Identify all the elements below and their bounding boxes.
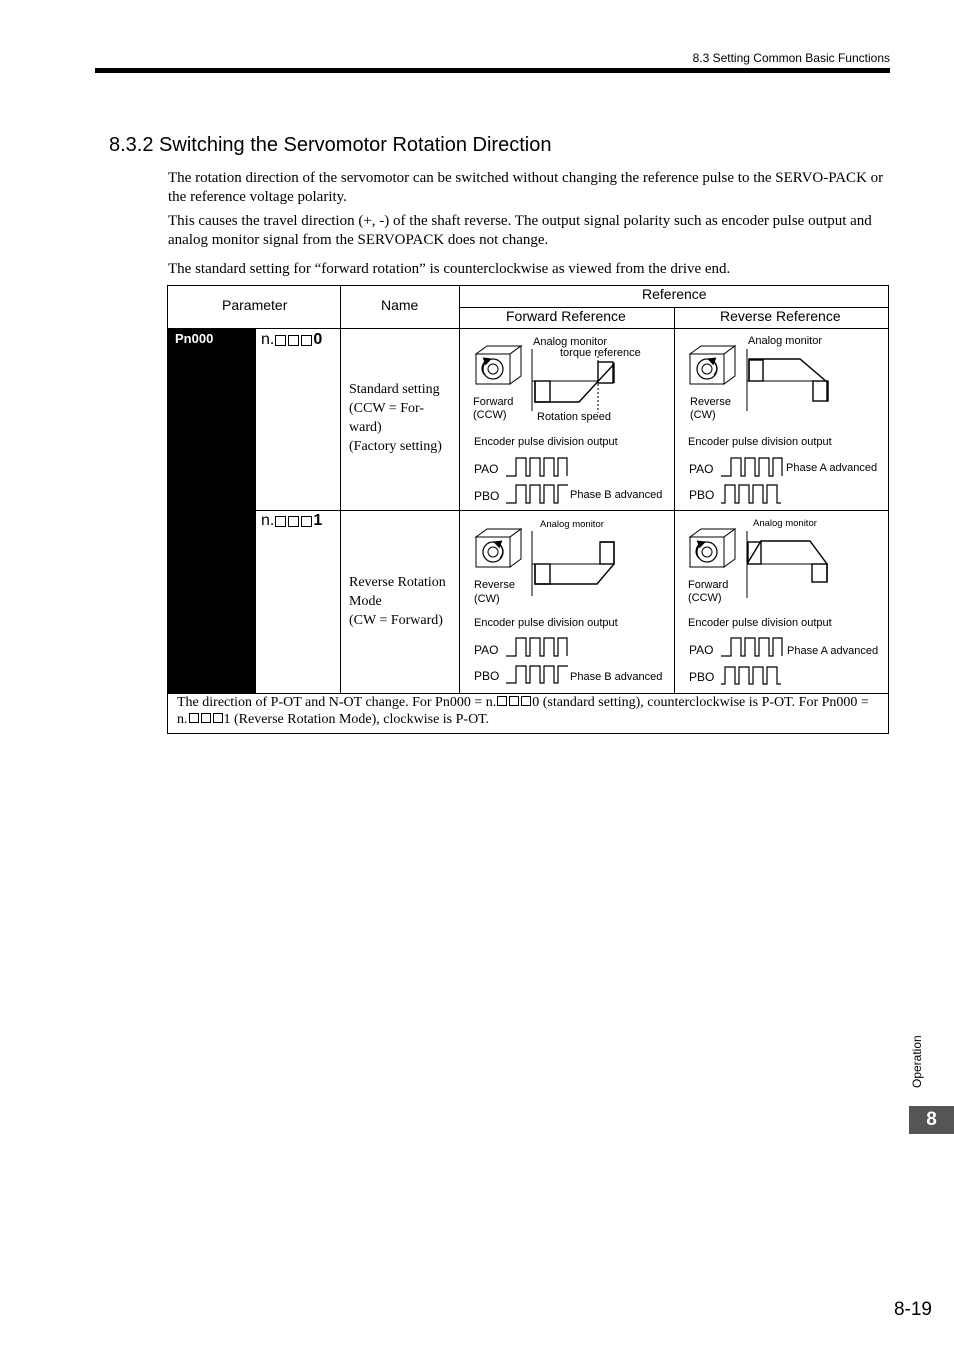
- section-title: 8.3.2 Switching the Servomotor Rotation Direction: [109, 134, 552, 156]
- direction-label: Reverse: [474, 579, 515, 591]
- pao-label: PAO: [474, 643, 499, 657]
- header-parameter: Parameter: [222, 297, 288, 313]
- intro-paragraph-1: The rotation direction of the servomotor can be switched without changing the reference pulse to the SERVO-PACK or the reference voltage polarity.: [168, 170, 884, 205]
- direction-diagrams: [168, 286, 888, 733]
- chapter-tab: 8: [909, 1106, 954, 1134]
- encoder-output-label: Encoder pulse division output: [474, 617, 618, 629]
- analog-monitor-label: Analog monitor: [753, 518, 817, 529]
- note-text: 0 (standard setting), counterclockwise is P-OT. For Pn000 = n.: [177, 695, 869, 727]
- direction-abbr-label: (CCW): [688, 592, 722, 604]
- parameter-label: Pn000: [175, 331, 214, 346]
- pbo-label: PBO: [474, 489, 500, 503]
- header-name: Name: [381, 297, 419, 313]
- analog-monitor-label: Analog monitor: [533, 336, 607, 348]
- name-line: (Factory setting): [349, 439, 442, 454]
- analog-monitor-label: Analog monitor: [540, 519, 604, 530]
- header-rule: [95, 68, 890, 73]
- placeholder-box-icon: [201, 713, 211, 723]
- name-line: (CW = Forward): [349, 613, 443, 628]
- pao-label: PAO: [689, 643, 714, 657]
- placeholder-box-icon: [509, 696, 519, 706]
- phase-label: Phase B advanced: [570, 671, 663, 683]
- encoder-output-label: Encoder pulse division output: [688, 436, 832, 448]
- phase-label: Phase B advanced: [570, 489, 663, 501]
- code-digit: 0: [313, 331, 323, 348]
- torque-reference-label: torque reference: [560, 347, 641, 359]
- page-number: 8-19: [893, 1299, 932, 1320]
- code-prefix: n.: [261, 331, 275, 348]
- direction-label: Forward: [473, 396, 514, 408]
- name-line: ward): [349, 420, 382, 435]
- encoder-output-label: Encoder pulse division output: [474, 436, 618, 448]
- pbo-label: PBO: [474, 669, 500, 683]
- running-header: 8.3 Setting Common Basic Functions: [692, 51, 890, 65]
- parameter-table: [167, 285, 889, 734]
- note-text: The direction of P-OT and N-OT change. For Pn000 = n.: [177, 695, 497, 710]
- note-text: 1 (Reverse Rotation Mode), clockwise is P-OT.: [223, 712, 490, 727]
- table-note: [177, 694, 881, 728]
- placeholder-box-icon: [521, 696, 531, 706]
- analog-monitor-label: Analog monitor: [748, 335, 822, 347]
- intro-paragraph-3: The standard setting for “forward rotation” is counterclockwise as viewed from the drive end.: [168, 261, 731, 277]
- rotation-speed-label: Rotation speed: [537, 411, 611, 423]
- pao-label: PAO: [474, 462, 499, 476]
- code-prefix: n.: [261, 512, 275, 529]
- name-line: Reverse Rotation: [349, 575, 446, 590]
- motor-icon: [690, 346, 735, 384]
- pbo-label: PBO: [689, 488, 715, 502]
- name-line: Standard setting: [349, 382, 440, 397]
- phase-label: Phase A advanced: [787, 645, 879, 657]
- phase-label: Phase A advanced: [786, 462, 878, 474]
- pao-label: PAO: [689, 462, 714, 476]
- direction-abbr-label: (CW): [690, 409, 716, 421]
- placeholder-box-icon: [213, 713, 223, 723]
- pbo-label: PBO: [689, 670, 715, 684]
- header-forward-reference: Forward Reference: [506, 308, 626, 324]
- motor-icon: [476, 346, 521, 384]
- direction-abbr-label: (CCW): [473, 409, 507, 421]
- placeholder-box-icon: [189, 713, 199, 723]
- header-reference: Reference: [642, 286, 707, 302]
- intro-paragraph-2: This causes the travel direction (+, -) of the shaft reverse. The output signal polarity such as encoder pulse output and analog monitor signal from the SERVOPACK does not change.: [168, 213, 872, 248]
- motor-icon: [476, 529, 521, 567]
- encoder-output-label: Encoder pulse division output: [688, 617, 832, 629]
- chapter-side-label: Operation: [910, 1035, 924, 1088]
- placeholder-box-icon: [497, 696, 507, 706]
- code-digit: 1: [313, 512, 323, 529]
- motor-icon: [690, 529, 735, 567]
- direction-label: Forward: [688, 579, 729, 591]
- name-line: (CCW = For-: [349, 401, 425, 416]
- direction-abbr-label: (CW): [474, 593, 500, 605]
- name-line: Mode: [349, 594, 382, 609]
- direction-label: Reverse: [690, 396, 731, 408]
- header-reverse-reference: Reverse Reference: [720, 308, 841, 324]
